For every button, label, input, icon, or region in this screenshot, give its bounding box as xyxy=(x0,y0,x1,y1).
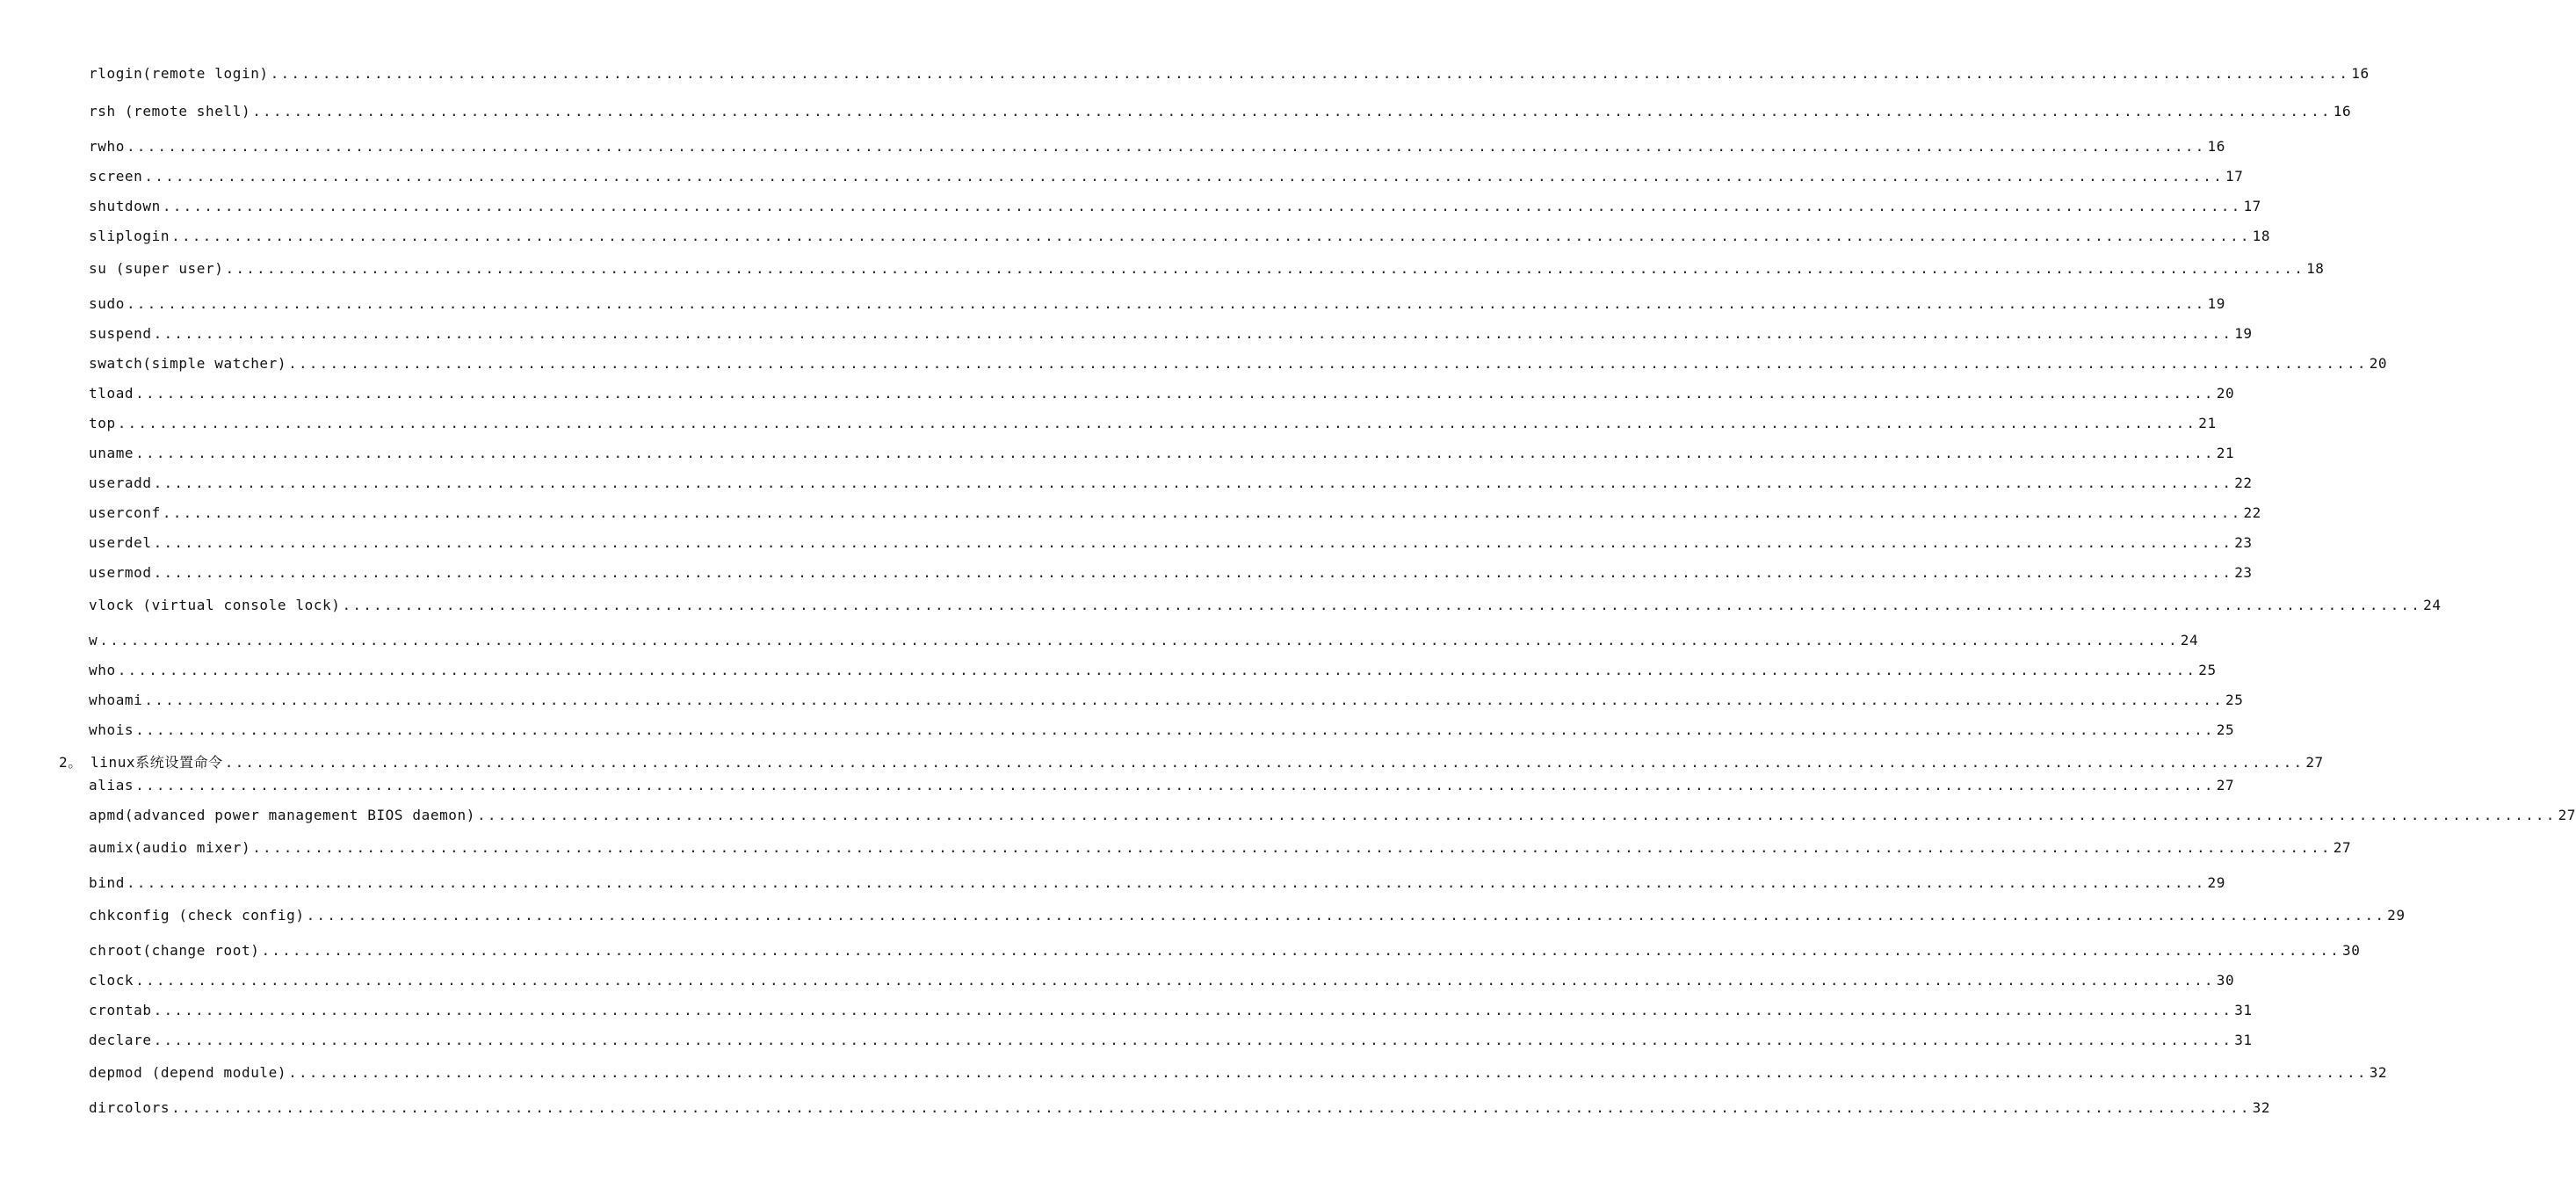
toc-entry-top[interactable] xyxy=(89,414,2217,433)
toc-entry-label: top xyxy=(89,415,116,431)
toc-entry-label: tload xyxy=(89,385,134,402)
toc-entry-label: w xyxy=(89,632,98,648)
toc-section-heading[interactable] xyxy=(59,753,2324,772)
toc-entry-label: swatch(simple watcher) xyxy=(89,355,287,372)
toc-entry-clock[interactable] xyxy=(89,971,2235,990)
toc-entry-label: sliplogin xyxy=(89,228,170,244)
toc-entry-crontab[interactable] xyxy=(89,1001,2253,1020)
toc-page-number: 16 xyxy=(2351,65,2370,82)
toc-leader-dots: ........................................................................................................................................................................................................ xyxy=(135,385,2215,402)
toc-entry-label: rlogin(remote login) xyxy=(89,65,269,82)
toc-leader-dots: ........................................................................................................................................................................................................ xyxy=(144,692,2224,708)
toc-entry-label: apmd(advanced power management BIOS daemon) xyxy=(89,807,476,823)
toc-leader-dots: ........................................................................................................................................................................................................ xyxy=(306,907,2386,924)
toc-page-number: 23 xyxy=(2234,534,2253,551)
toc-section-number: 2。 xyxy=(59,754,83,771)
toc-entry-label: aumix(audio mixer) xyxy=(89,839,251,856)
toc-leader-dots: ........................................................................................................................................................................................................ xyxy=(162,504,2242,521)
toc-leader-dots: ........................................................................................................................................................................................................ xyxy=(261,942,2341,959)
toc-leader-dots: ........................................................................................................................................................................................................ xyxy=(153,564,2233,581)
toc-page-number: 20 xyxy=(2369,355,2388,372)
toc-page-number: 27 xyxy=(2305,754,2324,771)
toc-entry-suspend[interactable] xyxy=(89,324,2253,344)
toc-entry-userconf[interactable] xyxy=(89,504,2261,523)
toc-page-number: 16 xyxy=(2333,103,2352,120)
toc-entry-label: vlock (virtual console lock) xyxy=(89,597,341,613)
toc-entry-swatch[interactable] xyxy=(89,354,2388,373)
toc-page-number: 30 xyxy=(2342,942,2361,959)
toc-entry-chroot[interactable] xyxy=(89,941,2361,960)
toc-entry-label: crontab xyxy=(89,1002,152,1018)
toc-leader-dots: ........................................................................................................................................................................................................ xyxy=(288,355,2368,372)
toc-page-number: 23 xyxy=(2234,564,2253,581)
toc-leader-dots: ........................................................................................................................................................................................................ xyxy=(270,65,2350,82)
toc-page-number: 30 xyxy=(2216,972,2235,989)
toc-entry-aumix[interactable] xyxy=(89,838,2352,858)
toc-entry-label: suspend xyxy=(89,325,152,342)
toc-entry-uname[interactable] xyxy=(89,444,2235,463)
toc-entry-whoami[interactable] xyxy=(89,691,2244,710)
toc-entry-rsh[interactable] xyxy=(89,102,2352,121)
toc-leader-dots: ........................................................................................................................................................................................................ xyxy=(135,721,2215,738)
toc-leader-dots: ........................................................................................................................................................................................................ xyxy=(153,1032,2233,1048)
toc-page-number: 29 xyxy=(2387,907,2406,924)
toc-entry-who[interactable] xyxy=(89,661,2217,680)
toc-page-number: 16 xyxy=(2207,138,2225,155)
toc-leader-dots: ........................................................................................................................................................................................................ xyxy=(162,198,2242,214)
toc-page-number: 21 xyxy=(2216,445,2235,461)
toc-entry-whois[interactable] xyxy=(89,721,2235,740)
toc-entry-vlock[interactable] xyxy=(89,596,2442,615)
toc-entry-apmd[interactable] xyxy=(89,806,2576,825)
toc-entry-shutdown[interactable] xyxy=(89,197,2261,216)
toc-page-number: 25 xyxy=(2198,662,2217,678)
toc-page-number: 27 xyxy=(2333,839,2352,856)
toc-entry-label: screen xyxy=(89,168,143,185)
toc-leader-dots: ........................................................................................................................................................................................................ xyxy=(224,754,2305,771)
toc-page-number: 32 xyxy=(2369,1064,2388,1081)
toc-leader-dots: ........................................................................................................................................................................................................ xyxy=(342,597,2422,613)
toc-entry-screen[interactable] xyxy=(89,167,2244,186)
toc-page-number: 24 xyxy=(2423,597,2442,613)
toc-entry-depmod[interactable] xyxy=(89,1063,2388,1083)
toc-page-number: 18 xyxy=(2306,260,2325,277)
toc-entry-label: clock xyxy=(89,972,134,989)
toc-entry-label: rwho xyxy=(89,138,125,155)
toc-leader-dots: ........................................................................................................................................................................................................ xyxy=(225,260,2305,277)
toc-entry-label: chroot(change root) xyxy=(89,942,260,959)
toc-page-number: 27 xyxy=(2558,807,2576,823)
toc-leader-dots: ........................................................................................................................................................................................................ xyxy=(126,138,2206,155)
toc-entry-sliplogin[interactable] xyxy=(89,227,2271,246)
toc-leader-dots: ........................................................................................................................................................................................................ xyxy=(252,103,2332,120)
toc-entry-su[interactable] xyxy=(89,259,2325,279)
toc-entry-label: who xyxy=(89,662,116,678)
toc-entry-label: bind xyxy=(89,874,125,891)
toc-entry-label: useradd xyxy=(89,475,152,491)
toc-leader-dots: ........................................................................................................................................................................................................ xyxy=(171,228,2251,244)
toc-page-number: 21 xyxy=(2198,415,2217,431)
toc-entry-label: rsh (remote shell) xyxy=(89,103,251,120)
toc-page-number: 22 xyxy=(2243,504,2261,521)
toc-entry-declare[interactable] xyxy=(89,1031,2253,1050)
toc-leader-dots: ........................................................................................................................................................................................................ xyxy=(99,632,2179,648)
toc-entry-bind[interactable] xyxy=(89,873,2225,893)
toc-page-number: 31 xyxy=(2234,1032,2253,1048)
toc-leader-dots: ........................................................................................................................................................................................................ xyxy=(153,475,2233,491)
toc-entry-label: userdel xyxy=(89,534,152,551)
toc-page-number: 25 xyxy=(2216,721,2235,738)
toc-page-number: 19 xyxy=(2207,295,2225,312)
toc-leader-dots: ........................................................................................................................................................................................................ xyxy=(288,1064,2368,1081)
toc-page-number: 27 xyxy=(2216,777,2235,793)
toc-page-number: 17 xyxy=(2225,168,2244,185)
toc-entry-rlogin[interactable] xyxy=(89,64,2370,83)
toc-entry-label: shutdown xyxy=(89,198,161,214)
toc-page-number: 24 xyxy=(2180,632,2199,648)
toc-page-number: 29 xyxy=(2207,874,2225,891)
toc-entry-alias[interactable] xyxy=(89,776,2235,795)
toc-entry-userdel[interactable] xyxy=(89,533,2253,553)
toc-page-number: 31 xyxy=(2234,1002,2253,1018)
toc-entry-tload[interactable] xyxy=(89,384,2235,403)
toc-page-number: 19 xyxy=(2234,325,2253,342)
toc-section-title: linux系统设置命令 xyxy=(90,754,223,771)
toc-leader-dots: ........................................................................................................................................................................................................ xyxy=(117,662,2197,678)
toc-page-number: 20 xyxy=(2216,385,2235,402)
toc-leader-dots: ........................................................................................................................................................................................................ xyxy=(153,325,2233,342)
toc-page-number: 17 xyxy=(2243,198,2261,214)
toc-entry-sudo[interactable] xyxy=(89,294,2225,314)
toc-leader-dots: ........................................................................................................................................................................................................ xyxy=(171,1099,2251,1116)
toc-entry-label: su (super user) xyxy=(89,260,224,277)
toc-entry-label: whois xyxy=(89,721,134,738)
toc-leader-dots: ........................................................................................................................................................................................................ xyxy=(477,807,2557,823)
toc-leader-dots: ........................................................................................................................................................................................................ xyxy=(117,415,2197,431)
toc-entry-chkconfig[interactable] xyxy=(89,906,2406,925)
toc-leader-dots: ........................................................................................................................................................................................................ xyxy=(126,295,2206,312)
toc-page-number: 22 xyxy=(2234,475,2253,491)
toc-entry-usermod[interactable] xyxy=(89,563,2253,583)
toc-page-number: 32 xyxy=(2252,1099,2271,1116)
toc-page-number: 18 xyxy=(2252,228,2271,244)
toc-entry-dircolors[interactable] xyxy=(89,1098,2271,1118)
toc-leader-dots: ........................................................................................................................................................................................................ xyxy=(126,874,2206,891)
toc-leader-dots: ........................................................................................................................................................................................................ xyxy=(135,445,2215,461)
toc-entry-label: dircolors xyxy=(89,1099,170,1116)
toc-entry-w[interactable] xyxy=(89,631,2199,650)
toc-entry-label: depmod (depend module) xyxy=(89,1064,287,1081)
toc-section-label xyxy=(59,753,223,772)
toc-entry-label: sudo xyxy=(89,295,125,312)
toc-entry-useradd[interactable] xyxy=(89,474,2253,493)
toc-entry-label: chkconfig (check config) xyxy=(89,907,305,924)
toc-entry-label: whoami xyxy=(89,692,143,708)
toc-entry-rwho[interactable] xyxy=(89,137,2225,156)
toc-leader-dots: ........................................................................................................................................................................................................ xyxy=(153,534,2233,551)
toc-leader-dots: ........................................................................................................................................................................................................ xyxy=(144,168,2224,185)
toc-leader-dots: ........................................................................................................................................................................................................ xyxy=(252,839,2332,856)
toc-entry-label: uname xyxy=(89,445,134,461)
toc-leader-dots: ........................................................................................................................................................................................................ xyxy=(135,972,2215,989)
toc-entry-label: userconf xyxy=(89,504,161,521)
toc-leader-dots: ........................................................................................................................................................................................................ xyxy=(135,777,2215,793)
toc-entry-label: alias xyxy=(89,777,134,793)
toc-entry-label: declare xyxy=(89,1032,152,1048)
toc-page-number: 25 xyxy=(2225,692,2244,708)
toc-leader-dots: ........................................................................................................................................................................................................ xyxy=(153,1002,2233,1018)
toc-entry-label: usermod xyxy=(89,564,152,581)
